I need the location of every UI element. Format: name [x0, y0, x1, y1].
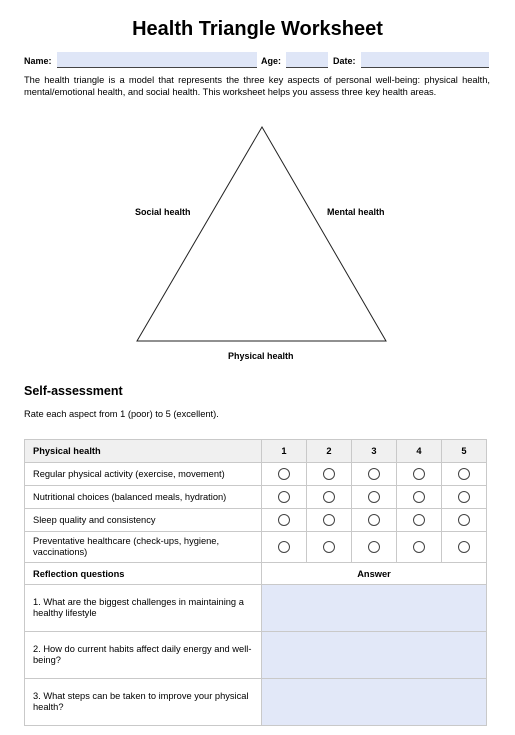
scale-5-header: 5 — [442, 440, 487, 463]
date-label: Date: — [333, 56, 356, 66]
name-label: Name: — [24, 56, 52, 66]
rating-radio-1[interactable] — [278, 541, 290, 553]
question-cell — [25, 679, 262, 726]
table-row — [25, 463, 487, 486]
assessment-table — [24, 439, 487, 726]
answer-field[interactable] — [262, 585, 487, 632]
scale-1-header: 1 — [262, 440, 307, 463]
table-row — [25, 509, 487, 532]
table-row — [25, 532, 487, 563]
triangle-shape — [137, 127, 386, 341]
rating-radio-2[interactable] — [323, 514, 335, 526]
question-text: 2. How do current habits affect daily energy and well-being? — [33, 643, 252, 665]
age-field[interactable] — [286, 52, 328, 68]
rating-radio-1[interactable] — [278, 491, 290, 503]
rating-radio-3[interactable] — [368, 491, 380, 503]
name-field[interactable] — [57, 52, 257, 68]
date-field[interactable] — [361, 52, 489, 68]
category-header: Physical health — [25, 440, 262, 463]
rating-radio-2[interactable] — [323, 468, 335, 480]
rating-radio-4[interactable] — [413, 468, 425, 480]
answer-field[interactable] — [262, 632, 487, 679]
rating-radio-2[interactable] — [323, 541, 335, 553]
rating-radio-5[interactable] — [458, 541, 470, 553]
self-assessment-heading: Self-assessment — [24, 384, 123, 398]
health-triangle-diagram — [0, 115, 515, 350]
rating-radio-5[interactable] — [458, 514, 470, 526]
table-row — [25, 585, 487, 632]
rating-radio-3[interactable] — [368, 468, 380, 480]
social-health-label: Social health — [135, 207, 191, 217]
question-cell — [25, 585, 262, 632]
rating-radio-4[interactable] — [413, 514, 425, 526]
page-title: Health Triangle Worksheet — [132, 18, 383, 40]
table-row — [25, 679, 487, 726]
question-cell — [25, 632, 262, 679]
scale-2-header: 2 — [307, 440, 352, 463]
student-info-fields — [24, 52, 490, 70]
reflection-header: Reflection questions — [25, 563, 262, 585]
rating-radio-3[interactable] — [368, 541, 380, 553]
rating-radio-2[interactable] — [323, 491, 335, 503]
reflection-header-row — [25, 563, 487, 585]
question-text: 3. What steps can be taken to improve your physical health? — [33, 690, 249, 712]
item-label-text: Preventative healthcare (check-ups, hygiene, vaccinations) — [33, 535, 220, 557]
intro-paragraph: The health triangle is a model that represents the three key aspects of personal well-being: physical health, mental/emotional health, and social health. This worksheet helps you assess three key health areas. — [24, 75, 490, 97]
table-row — [25, 486, 487, 509]
rating-radio-4[interactable] — [413, 491, 425, 503]
answer-field[interactable] — [262, 679, 487, 726]
rating-instructions: Rate each aspect from 1 (poor) to 5 (excellent). — [24, 409, 219, 419]
rating-radio-1[interactable] — [278, 468, 290, 480]
scale-4-header: 4 — [397, 440, 442, 463]
rating-radio-1[interactable] — [278, 514, 290, 526]
item-label: Sleep quality and consistency — [25, 509, 262, 532]
item-label: Regular physical activity (exercise, movement) — [25, 463, 262, 486]
item-label: Nutritional choices (balanced meals, hydration) — [25, 486, 262, 509]
item-label — [25, 532, 262, 563]
rating-radio-5[interactable] — [458, 491, 470, 503]
mental-health-label: Mental health — [327, 207, 385, 217]
rating-radio-4[interactable] — [413, 541, 425, 553]
age-label: Age: — [261, 56, 281, 66]
physical-health-label: Physical health — [228, 351, 294, 361]
question-text: 1. What are the biggest challenges in maintaining a healthy lifestyle — [33, 596, 244, 618]
table-row — [25, 632, 487, 679]
rating-header-row — [25, 440, 487, 463]
rating-radio-3[interactable] — [368, 514, 380, 526]
rating-radio-5[interactable] — [458, 468, 470, 480]
answer-header: Answer — [262, 563, 487, 585]
scale-3-header: 3 — [352, 440, 397, 463]
